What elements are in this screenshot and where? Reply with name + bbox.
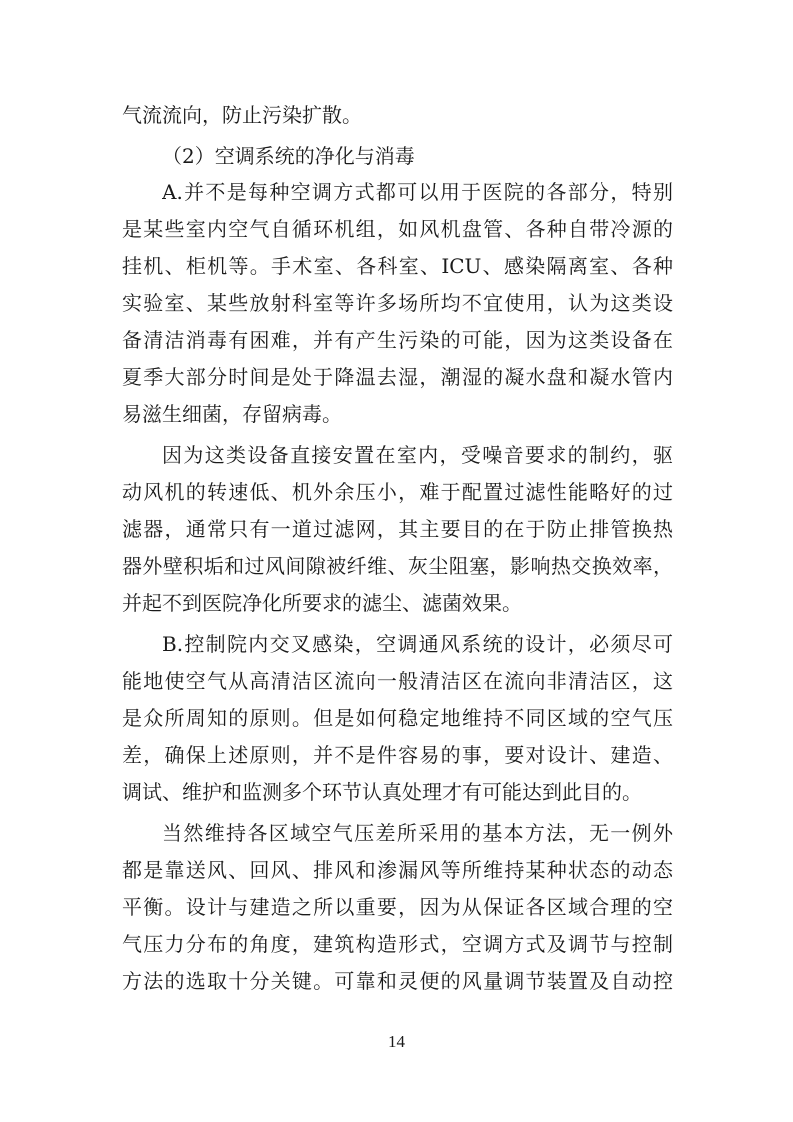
- text-line: 滤器，通常只有一道过滤网，其主要目的在于防止排管换热: [122, 517, 673, 541]
- text-line: 调试、维护和监测多个环节认真处理才有可能达到此目的。: [122, 780, 642, 804]
- text-line: 能地使空气从高清洁区流向一般清洁区在流向非清洁区，这: [122, 669, 673, 693]
- text-line: 气压力分布的角度，建筑构造形式，空调方式及调节与控制: [122, 932, 673, 956]
- section-heading: （2）空调系统的净化与消毒: [162, 144, 415, 168]
- text-line: 方法的选取十分关键。可靠和灵便的风量调节装置及自动控: [122, 969, 673, 993]
- text-line: 当然维持各区域空气压差所采用的基本方法，无一例外: [162, 821, 673, 845]
- text-line: 挂机、柜机等。手术室、各科室、ICU、感染隔离室、各种: [122, 254, 673, 278]
- text-line: 器外壁积垢和过风间隙被纤维、灰尘阻塞，影响热交换效率，: [122, 554, 673, 578]
- text-line: A.并不是每种空调方式都可以用于医院的各部分，特别: [162, 180, 673, 204]
- text-line: 实验室、某些放射科室等许多场所均不宜使用，认为这类设: [122, 291, 673, 315]
- text-line: 差，确保上述原则，并不是件容易的事，要对设计、建造、: [122, 743, 673, 767]
- text-line: 都是靠送风、回风、排风和渗漏风等所维持某种状态的动态: [122, 858, 673, 882]
- text-line: 备清洁消毒有困难，并有产生污染的可能，因为这类设备在: [122, 328, 673, 352]
- text-line: 因为这类设备直接安置在室内，受噪音要求的制约，驱: [162, 443, 673, 467]
- text-line: B.控制院内交叉感染，空调通风系统的设计，必须尽可: [162, 632, 673, 656]
- text-line: 是众所周知的原则。但是如何稳定地维持不同区域的空气压: [122, 706, 673, 730]
- text-line: 平衡。设计与建造之所以重要，因为从保证各区域合理的空: [122, 895, 673, 919]
- text-line: 并起不到医院净化所要求的滤尘、滤菌效果。: [122, 591, 522, 615]
- text-line: 动风机的转速低、机外余压小，难于配置过滤性能略好的过: [122, 480, 673, 504]
- text-line: 易滋生细菌，存留病毒。: [122, 402, 342, 426]
- text-line: 气流流向，防止污染扩散。: [122, 103, 362, 127]
- text-line: 夏季大部分时间是处于降温去湿，潮湿的凝水盘和凝水管内: [122, 365, 673, 389]
- text-line: 是某些室内空气自循环机组，如风机盘管、各种自带冷源的: [122, 217, 673, 241]
- page-number: 14: [388, 1032, 405, 1051]
